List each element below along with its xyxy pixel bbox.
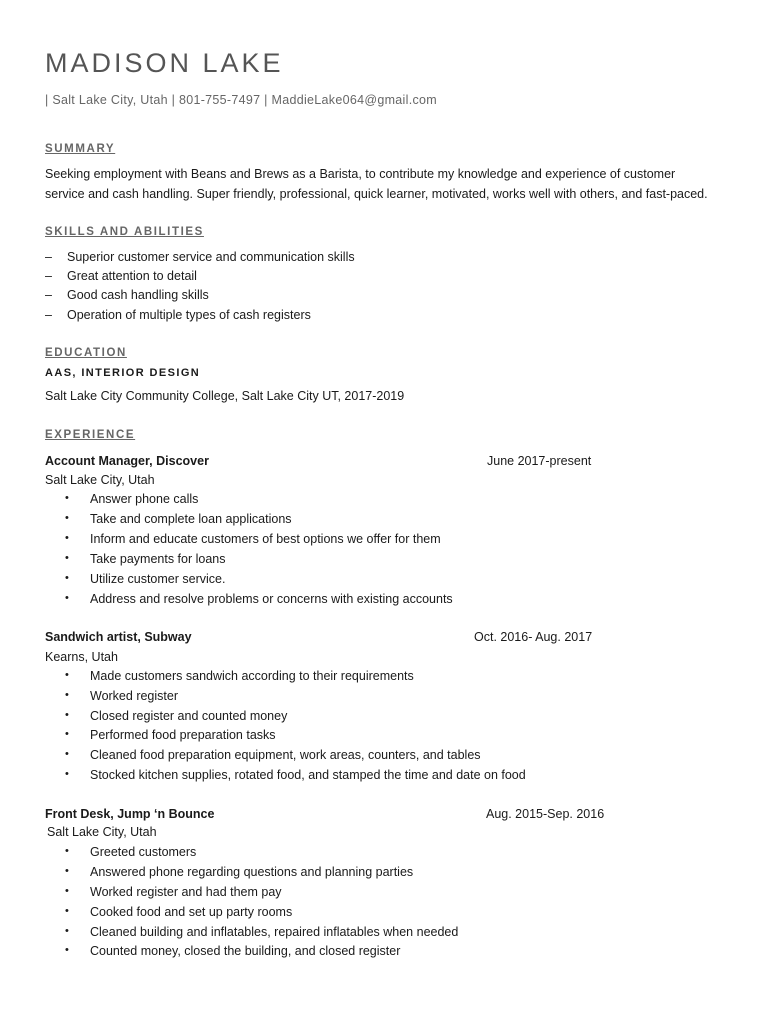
- dash-marker: –: [45, 308, 52, 322]
- education-heading: EDUCATION: [45, 347, 127, 359]
- bullet-marker: •: [65, 592, 69, 604]
- duty-text: Inform and educate customers of best options we offer for them: [90, 532, 441, 546]
- job-title: Sandwich artist, Subway: [45, 630, 192, 644]
- bullet-marker: •: [65, 512, 69, 524]
- experience-heading: EXPERIENCE: [45, 429, 136, 441]
- bullet-marker: •: [65, 905, 69, 917]
- dash-marker: –: [45, 288, 52, 302]
- duty-text: Cleaned food preparation equipment, work areas, counters, and tables: [90, 748, 481, 762]
- bullet-marker: •: [65, 885, 69, 897]
- job-location: Salt Lake City, Utah: [45, 473, 155, 487]
- skill-text: Superior customer service and communication skills: [67, 250, 355, 264]
- duty-text: Closed register and counted money: [90, 709, 288, 723]
- duty-text: Answered phone regarding questions and planning parties: [90, 865, 414, 879]
- skill-text: Good cash handling skills: [67, 288, 209, 302]
- skill-text: Operation of multiple types of cash registers: [67, 308, 311, 322]
- duty-text: Greeted customers: [90, 845, 197, 859]
- duty-text: Performed food preparation tasks: [90, 728, 276, 742]
- duty-text: Worked register and had them pay: [90, 885, 282, 899]
- bullet-marker: •: [65, 748, 69, 760]
- candidate-name: MADISON LAKE: [45, 48, 284, 78]
- bullet-marker: •: [65, 865, 69, 877]
- duty-text: Take and complete loan applications: [90, 512, 292, 526]
- duty-text: Take payments for loans: [90, 552, 226, 566]
- bullet-marker: •: [65, 689, 69, 701]
- job-dates: June 2017-present: [487, 454, 592, 468]
- duty-text: Made customers sandwich according to their requirements: [90, 669, 414, 683]
- job-title: Front Desk, Jump ‘n Bounce: [45, 807, 215, 821]
- duty-text: Cooked food and set up party rooms: [90, 905, 293, 919]
- duty-text: Answer phone calls: [90, 492, 199, 506]
- job-dates: Aug. 2015-Sep. 2016: [486, 807, 605, 821]
- bullet-marker: •: [65, 492, 69, 504]
- skill-text: Great attention to detail: [67, 269, 197, 283]
- bullet-marker: •: [65, 728, 69, 740]
- summary-line-2: service and cash handling. Super friendly, professional, quick learner, motivated, works well with others, and fast-paced.: [45, 187, 708, 201]
- duty-text: Worked register: [90, 689, 178, 703]
- dash-marker: –: [45, 250, 52, 264]
- bullet-marker: •: [65, 925, 69, 937]
- duty-text: Stocked kitchen supplies, rotated food, and stamped the time and date on food: [90, 768, 526, 782]
- summary-heading: SUMMARY: [45, 143, 116, 155]
- contact-line: | Salt Lake City, Utah | 801-755-7497 | MaddieLake064@gmail.com: [45, 93, 437, 107]
- bullet-marker: •: [65, 768, 69, 780]
- bullet-marker: •: [65, 532, 69, 544]
- bullet-marker: •: [65, 709, 69, 721]
- job-dates: Oct. 2016- Aug. 2017: [474, 630, 593, 644]
- bullet-marker: •: [65, 572, 69, 584]
- duty-text: Cleaned building and inflatables, repaired inflatables when needed: [90, 925, 459, 939]
- duty-text: Address and resolve problems or concerns with existing accounts: [90, 592, 453, 606]
- bullet-marker: •: [65, 944, 69, 956]
- bullet-marker: •: [65, 552, 69, 564]
- dash-marker: –: [45, 269, 52, 283]
- degree-title: AAS, INTERIOR DESIGN: [45, 367, 201, 379]
- job-location: Salt Lake City, Utah: [47, 825, 157, 839]
- bullet-marker: •: [65, 845, 69, 857]
- skills-heading: SKILLS AND ABILITIES: [45, 226, 204, 238]
- job-title: Account Manager, Discover: [45, 454, 209, 468]
- job-location: Kearns, Utah: [45, 650, 118, 664]
- duty-text: Counted money, closed the building, and closed register: [90, 944, 401, 958]
- school-line: Salt Lake City Community College, Salt Lake City UT, 2017-2019: [45, 389, 405, 403]
- summary-line-1: Seeking employment with Beans and Brews as a Barista, to contribute my knowledge and experience of customer: [45, 167, 676, 181]
- duty-text: Utilize customer service.: [90, 572, 226, 586]
- bullet-marker: •: [65, 669, 69, 681]
